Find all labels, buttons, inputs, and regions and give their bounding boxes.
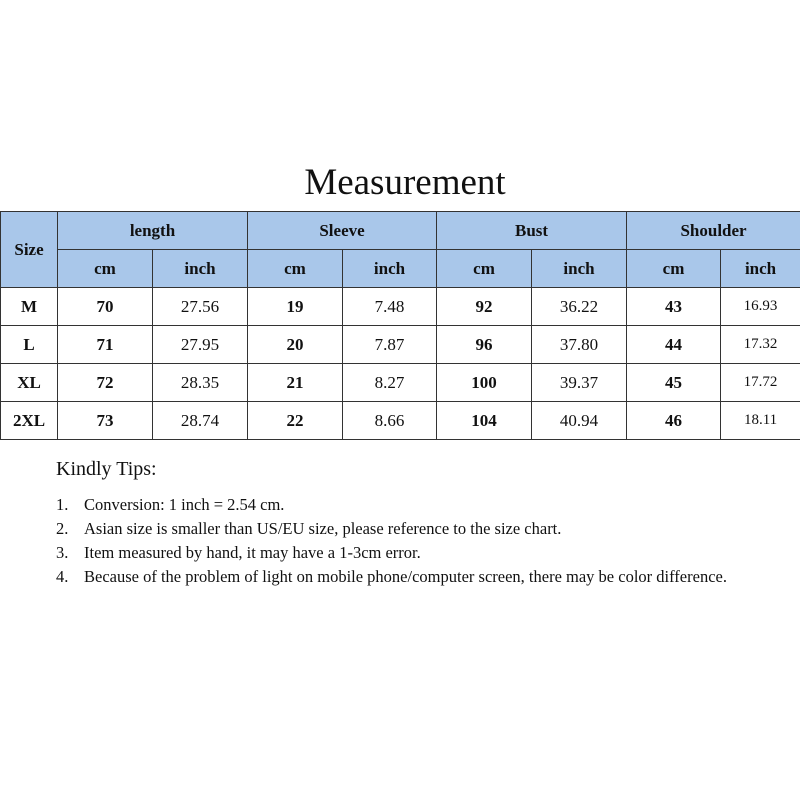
- tip-number: 1.: [56, 495, 69, 514]
- length-cm-cell: 70: [58, 288, 153, 326]
- unit-header-cm: cm: [58, 250, 153, 288]
- length-inch-cell: 27.56: [153, 288, 248, 326]
- tip-number: 4.: [56, 567, 69, 586]
- shoulder-cm-cell: 43: [627, 288, 721, 326]
- table-row: [1, 326, 800, 364]
- bust-cm-cell: 92: [437, 288, 532, 326]
- length-inch-cell: 28.74: [153, 402, 248, 440]
- size-cell: 2XL: [1, 402, 58, 440]
- bust-cm-cell: 104: [437, 402, 532, 440]
- shoulder-cm-cell: 45: [627, 364, 721, 402]
- bust-cm-cell: 96: [437, 326, 532, 364]
- tip-text: Conversion: 1 inch = 2.54 cm.: [84, 495, 285, 514]
- length-cm-cell: 71: [58, 326, 153, 364]
- tip-text: Item measured by hand, it may have a 1-3cm error.: [84, 543, 421, 562]
- tip-text: Because of the problem of light on mobile phone/computer screen, there may be color difference.: [84, 567, 727, 586]
- sleeve-inch-cell: 7.87: [343, 326, 437, 364]
- bust-inch-cell: 40.94: [532, 402, 627, 440]
- length-cm-cell: 73: [58, 402, 153, 440]
- table-row: [1, 364, 800, 402]
- sleeve-inch-cell: 8.27: [343, 364, 437, 402]
- unit-header-inch: inch: [721, 250, 800, 288]
- unit-header-inch: inch: [153, 250, 248, 288]
- tip-text: Asian size is smaller than US/EU size, please reference to the size chart.: [84, 519, 562, 538]
- length-inch-cell: 27.95: [153, 326, 248, 364]
- unit-header-row: [1, 250, 800, 288]
- list-item: [56, 565, 756, 589]
- shoulder-inch-cell: 17.72: [721, 364, 800, 402]
- sleeve-inch-cell: 7.48: [343, 288, 437, 326]
- bust-cm-cell: 100: [437, 364, 532, 402]
- size-chart-table: [0, 211, 800, 440]
- bust-inch-cell: 37.80: [532, 326, 627, 364]
- unit-header-inch: inch: [532, 250, 627, 288]
- size-cell: M: [1, 288, 58, 326]
- unit-header-cm: cm: [437, 250, 532, 288]
- size-cell: L: [1, 326, 58, 364]
- table-row: [1, 402, 800, 440]
- tips-list: [56, 493, 756, 589]
- bust-inch-cell: 39.37: [532, 364, 627, 402]
- tip-number: 2.: [56, 519, 69, 538]
- list-item: [56, 517, 756, 541]
- page-title: Measurement: [304, 162, 506, 203]
- shoulder-cm-cell: 44: [627, 326, 721, 364]
- group-header-row: [1, 212, 800, 250]
- shoulder-inch-cell: 16.93: [721, 288, 800, 326]
- sleeve-cm-cell: 21: [248, 364, 343, 402]
- size-header: Size: [1, 212, 58, 288]
- sleeve-cm-cell: 19: [248, 288, 343, 326]
- list-item: [56, 541, 756, 565]
- unit-header-cm: cm: [627, 250, 721, 288]
- length-header: length: [58, 212, 248, 250]
- shoulder-header: Shoulder: [627, 212, 800, 250]
- unit-header-cm: cm: [248, 250, 343, 288]
- tips-heading: Kindly Tips:: [56, 458, 157, 480]
- list-item: [56, 493, 756, 517]
- table-row: [1, 288, 800, 326]
- size-cell: XL: [1, 364, 58, 402]
- tip-number: 3.: [56, 543, 69, 562]
- sleeve-header: Sleeve: [248, 212, 437, 250]
- sleeve-cm-cell: 22: [248, 402, 343, 440]
- bust-inch-cell: 36.22: [532, 288, 627, 326]
- bust-header: Bust: [437, 212, 627, 250]
- length-cm-cell: 72: [58, 364, 153, 402]
- sleeve-cm-cell: 20: [248, 326, 343, 364]
- unit-header-inch: inch: [343, 250, 437, 288]
- length-inch-cell: 28.35: [153, 364, 248, 402]
- shoulder-cm-cell: 46: [627, 402, 721, 440]
- shoulder-inch-cell: 18.11: [721, 402, 800, 440]
- shoulder-inch-cell: 17.32: [721, 326, 800, 364]
- sleeve-inch-cell: 8.66: [343, 402, 437, 440]
